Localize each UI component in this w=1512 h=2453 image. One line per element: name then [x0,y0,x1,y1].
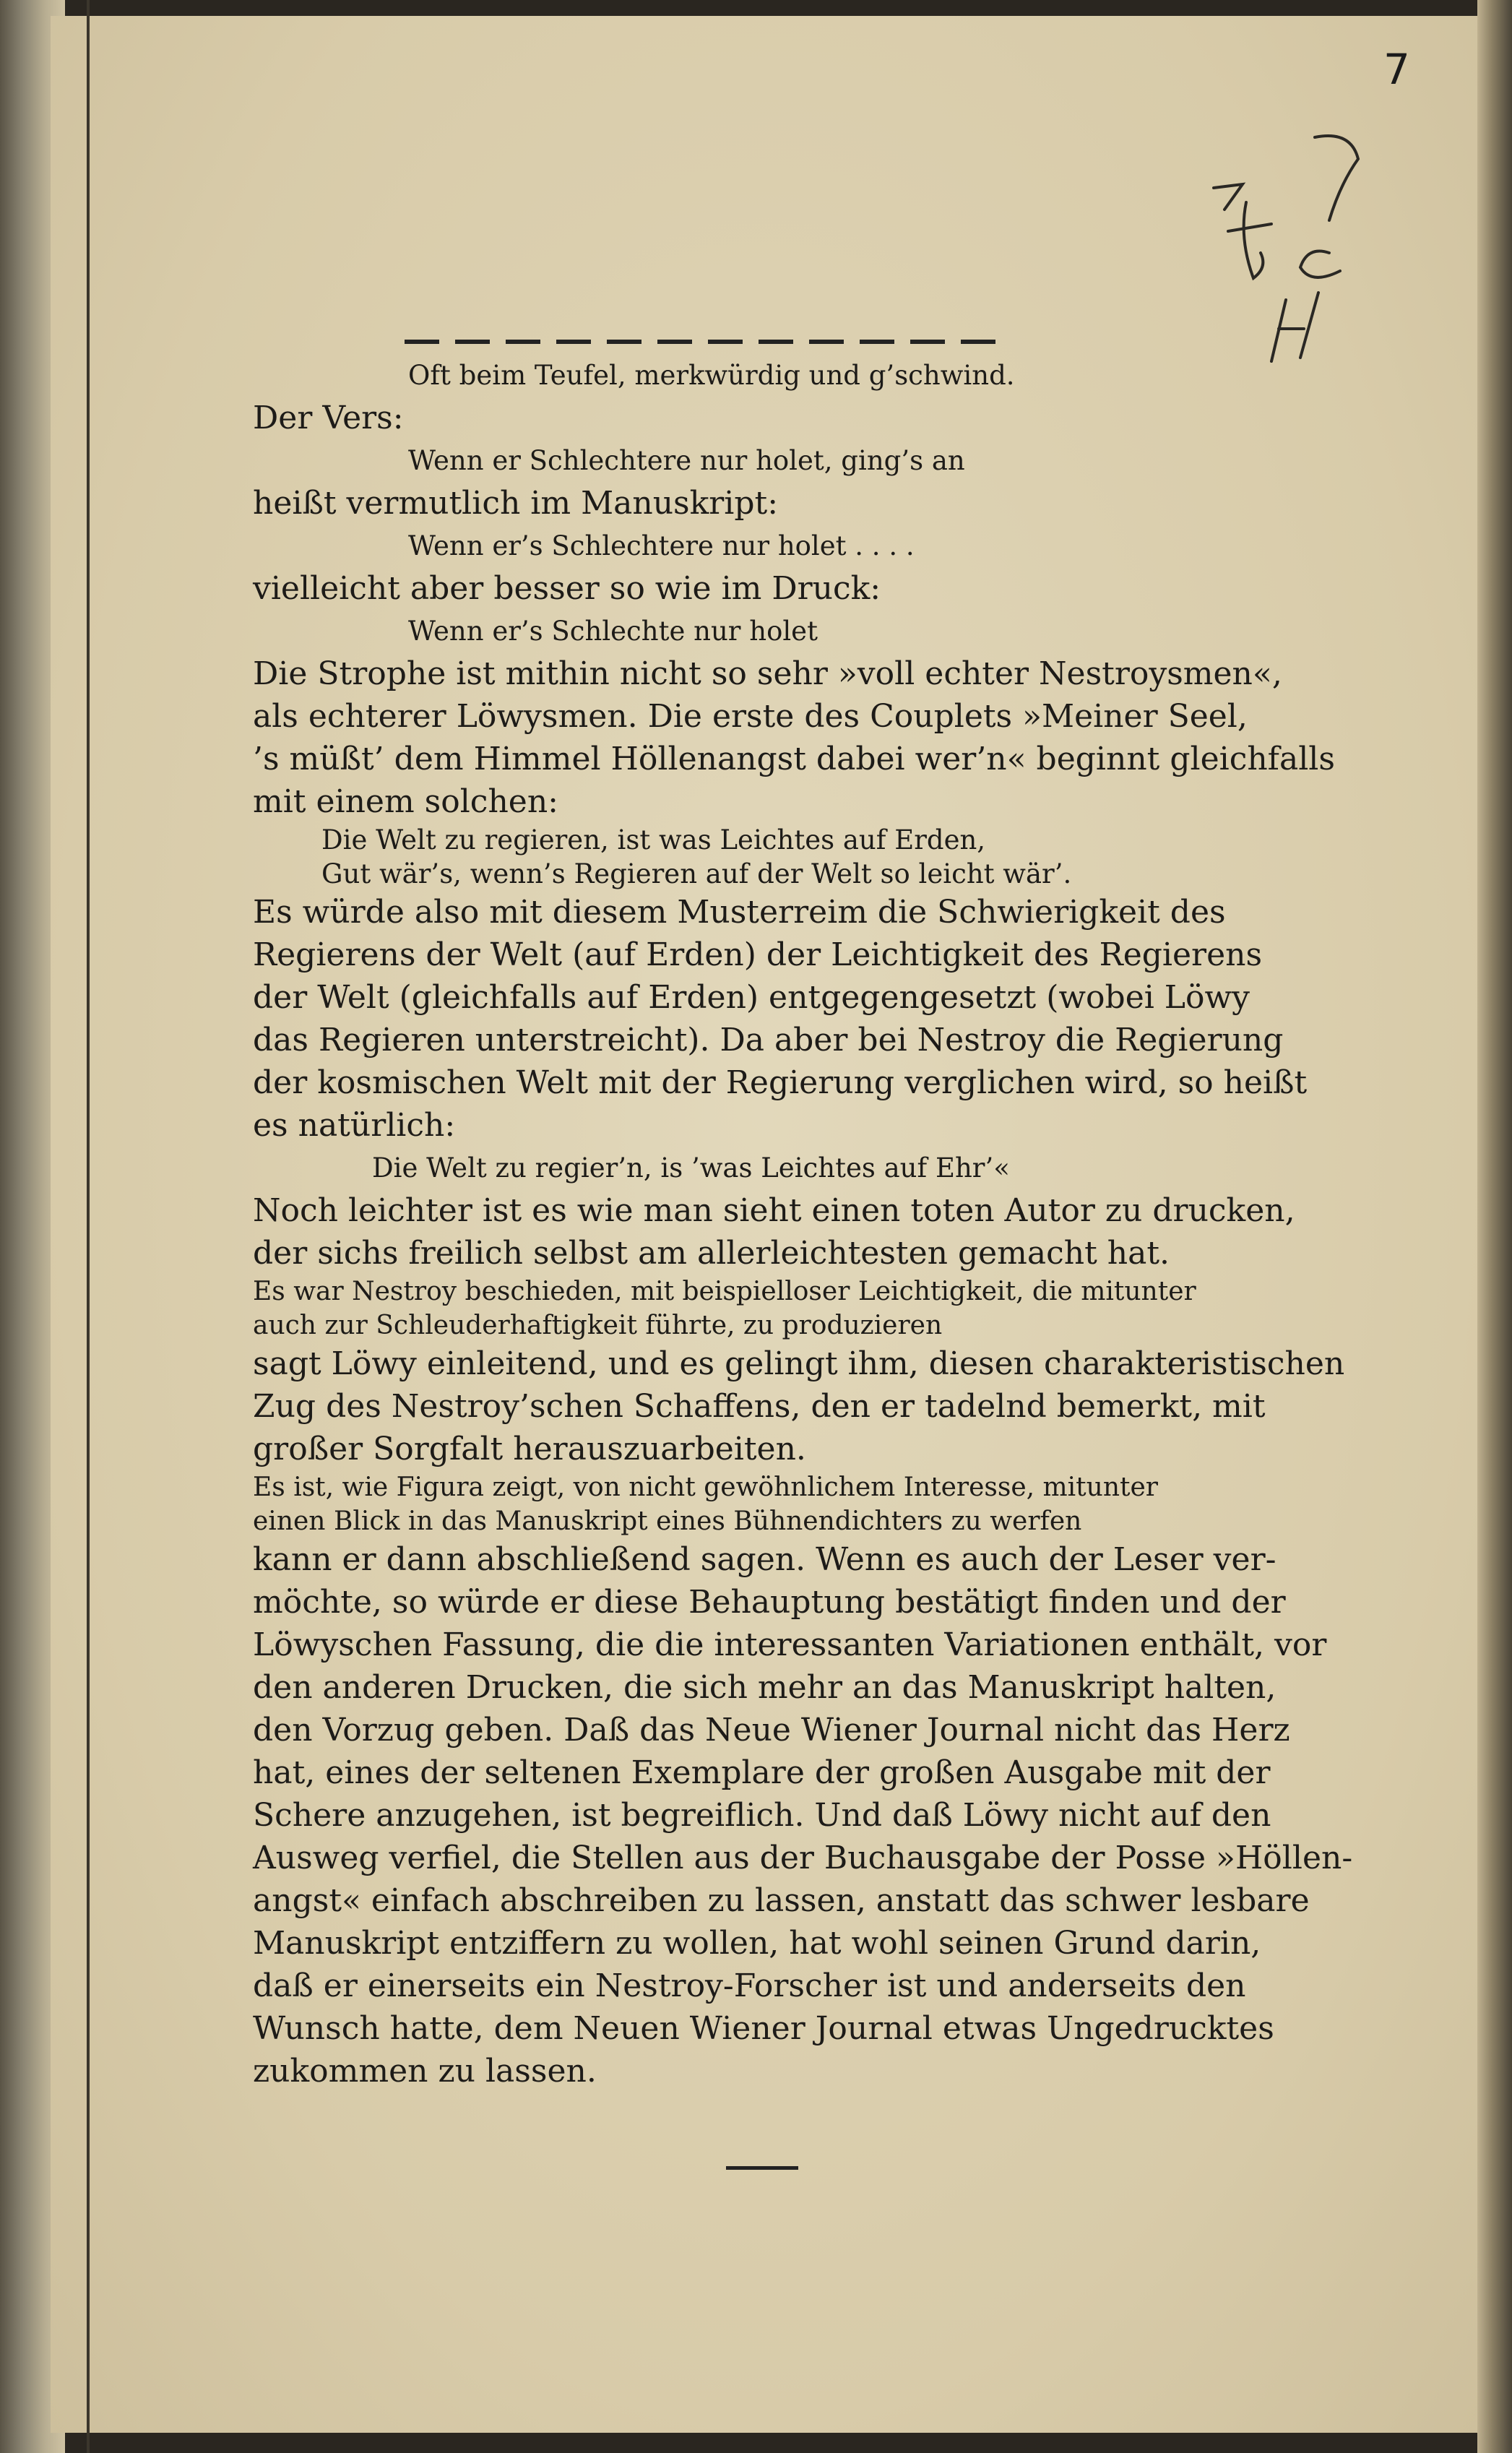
text-line: Ausweg verfiel, die Stellen aus der Buchausgabe der Posse »Höllen- [253,1840,1353,1876]
text-line: Wunsch hatte, dem Neuen Wiener Journal etwas Ungedrucktes [253,2010,1274,2047]
quote-line: Die Welt zu regieren, ist was Leichtes auf Erden, [321,824,986,855]
page-edge [1477,0,1512,2453]
text-line: das Regieren unterstreicht). Da aber bei Nestroy die Regierung [253,1022,1284,1059]
text-line: kann er dann abschließend sagen. Wenn es auch der Leser ver- [253,1541,1276,1578]
quote-line: auch zur Schleuderhaftigkeit führte, zu produzieren [253,1311,943,1340]
text-line: heißt vermutlich im Manuskript: [253,485,779,522]
text-line: der kosmischen Welt mit der Regierung verglichen wird, so heißt [253,1064,1308,1101]
text-line: Schere anzugehen, ist begreiflich. Und daß Löwy nicht auf den [253,1797,1271,1834]
text-line: angst« einfach abschreiben zu lassen, anstatt das schwer lesbare [253,1882,1310,1919]
text-line: Noch leichter ist es wie man sieht einen toten Autor zu drucken, [253,1192,1295,1229]
text-line: den anderen Drucken, die sich mehr an das Manuskript halten, [253,1669,1276,1706]
quote-line: Gut wär’s, wenn’s Regieren auf der Welt so leicht wär’. [321,858,1072,889]
text-line: Es würde also mit diesem Musterreim die Schwierigkeit des [253,894,1226,931]
text-line: den Vorzug geben. Daß das Neue Wiener Journal nicht das Herz [253,1712,1290,1749]
text-line: es natürlich: [253,1107,456,1144]
body-text [253,354,1353,2092]
text-line: Manuskript entziffern zu wollen, hat wohl seinen Grund darin, [253,1925,1261,1962]
quote-line: Es ist, wie Figura zeigt, von nicht gewöhnlichem Interesse, mitunter [253,1473,1159,1502]
text-line: der Welt (gleichfalls auf Erden) entgegengesetzt (wobei Löwy [253,979,1250,1016]
text-line: großer Sorgfalt herauszuarbeiten. [253,1431,806,1467]
quote-line: Wenn er’s Schlechtere nur holet . . . . [408,530,915,561]
handwritten-marks [1185,123,1401,383]
text-line: Zug des Nestroy’schen Schaffens, den er tadelnd bemerkt, mit [253,1388,1266,1425]
end-rule [726,2166,798,2170]
text-line: Löwyschen Fassung, die die interessanten Variationen enthält, vor [253,1626,1327,1663]
quote-line: Die Welt zu regier’n, is ’was Leichtes auf Ehr’« [372,1152,1010,1184]
quote-line: Wenn er’s Schlechte nur holet [408,616,818,647]
text-line: der sichs freilich selbst am allerleichtesten gemacht hat. [253,1235,1170,1272]
text-line: sagt Löwy einleitend, und es gelingt ihm, diesen charakteristischen [253,1345,1345,1382]
text-line: möchte, so würde er diese Behauptung bestätigt finden und der [253,1584,1286,1621]
text-line: Die Strophe ist mithin nicht so sehr »voll echter Nestroysmen«, [253,655,1282,692]
text-line: Regierens der Welt (auf Erden) der Leichtigkeit des Regierens [253,936,1263,973]
quote-line: Oft beim Teufel, merkwürdig und g’schwind. [408,360,1015,391]
quote-line: einen Blick in das Manuskript eines Bühnendichters zu werfen [253,1506,1082,1536]
dashed-rule [405,340,1011,344]
text-line: hat, eines der seltenen Exemplare der großen Ausgabe mit der [253,1754,1271,1791]
text-line: Der Vers: [253,400,404,436]
page-number: 7 [1383,45,1410,94]
text-line: mit einem solchen: [253,783,558,820]
quote-line: Wenn er Schlechtere nur holet, ging’s an [408,445,965,476]
quote-line: Es war Nestroy beschieden, mit beispielloser Leichtigkeit, die mitunter [253,1277,1196,1306]
gutter-edge [87,0,90,2453]
text-line: zukommen zu lassen. [253,2053,597,2090]
text-line: ’s müßt’ dem Himmel Höllenangst dabei wer’n« beginnt gleichfalls [253,741,1335,777]
text-line: daß er einerseits ein Nestroy-Forscher ist und anderseits den [253,1967,1246,2004]
text-line: vielleicht aber besser so wie im Druck: [253,570,881,607]
text-line: als echterer Löwysmen. Die erste des Couplets »Meiner Seel, [253,698,1248,735]
